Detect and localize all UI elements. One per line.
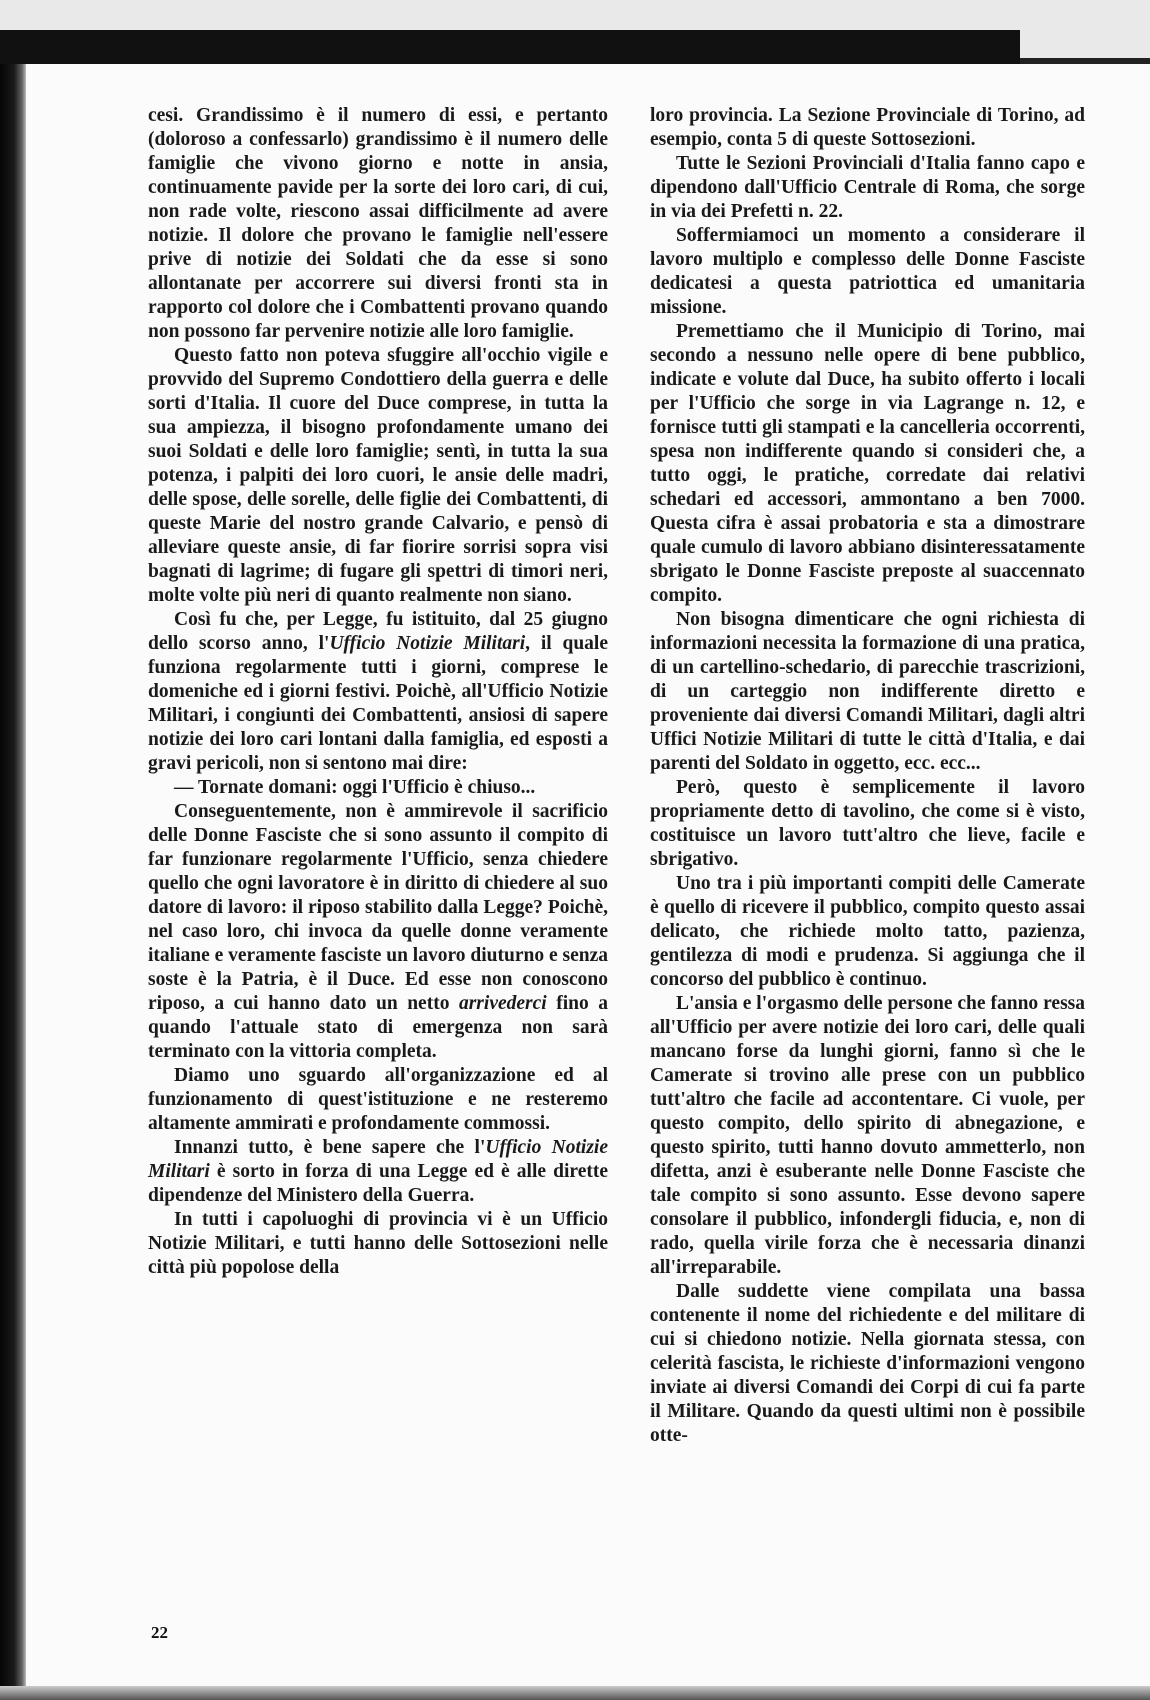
paragraph: Dalle suddette viene compilata una bassa contenente il nome del richiedente e del militare di cui si chiedono notizie. Nella giornata stessa, con celerità fascista, le richieste d'informazioni vengono inviate ai diversi Comandi dei Corpi di cui fa parte il Militare. Quando da questi ultimi non è possibile otte- bbox=[650, 1281, 1085, 1446]
paragraph: Conseguentemente, non è ammirevole il sacrificio delle Donne Fasciste che si sono assunto il compito di far funzionare regolarmente l'Ufficio, senza chiedere quello che ogni lavoratore è in diritto di chiedere al suo datore di lavoro: il riposo stabilito dalla Legge? Poichè, nel caso loro, chi invoca da quelle donne veramente italiane e veramente fasciste un lavoro diuturno e senza soste è la Patria, è il Duce. Ed esse non conoscono riposo, a cui hanno dato un netto arrivederci fino a quando l'attuale stato di emergenza non sarà terminato con la vittoria completa. bbox=[148, 801, 609, 1062]
arrivederci-italic: arrivederci bbox=[458, 993, 547, 1014]
binding-shadow-top bbox=[0, 30, 1020, 64]
office-name-italic: Ufficio Notizie Militari bbox=[329, 633, 526, 654]
paragraph: cesi. Grandissimo è il numero di essi, e pertanto (doloroso a confessarlo) grandissimo è il numero delle famiglie che vivono giorno e notte in ansia, continuamente pavide per la sorte dei loro cari, di cui, non rade volte, riescono assai difficilmente ad avere notizie. Il dolore che provano le famiglie nell'essere prive di notizie dei Soldati che da esse si sono allontanate per accorrere sui diversi fronti sta in rapporto col dolore che i Combattenti provano quando non possono far pervenire notizie alle loro famiglie. bbox=[148, 105, 608, 342]
paragraph: Però, questo è semplicemente il lavoro propriamente detto di tavolino, che come si è visto, costituisce un lavoro tutt'altro che lieve, facile e sbrigativo. bbox=[650, 777, 1085, 870]
paragraph: Tutte le Sezioni Provinciali d'Italia fanno capo e dipendono dall'Ufficio Centrale di Roma, che sorge in via dei Prefetti n. 22. bbox=[650, 153, 1085, 222]
right-text-column bbox=[650, 104, 1085, 1448]
paragraph: Innanzi tutto, è bene sapere che l'Ufficio Notizie Militari è sorto in forza di una Legge ed è alle dirette dipendenze del Ministero della Guerra. bbox=[148, 1137, 608, 1206]
page-number: 22 bbox=[151, 1623, 168, 1642]
page-bottom-edge bbox=[0, 1686, 1150, 1700]
paragraph: Non bisogna dimenticare che ogni richiesta di informazioni necessita la formazione di una pratica, di un cartellino-schedario, di parecchie trascrizioni, di un carteggio non indifferente diretto e proveniente dai diversi Comandi Militari, dagli altri Uffici Notizie Militari di tutte le città d'Italia, e dai parenti del Soldato in oggetto, ecc. ecc... bbox=[650, 609, 1085, 774]
paragraph: Premettiamo che il Municipio di Torino, mai secondo a nessuno nelle opere di bene pubblico, indicate e volute dal Duce, ha subito offerto i locali per l'Ufficio che sorge in via Lagrange n. 12, e fornisce tutti gli stampati e la cancelleria occorrenti, spesa non indifferente quando si consideri che, a tutto oggi, le pratiche, corredate dai relativi schedari ed accessori, ammontano a ben 7000. Questa cifra è assai probatoria e sta a dimostrare quale cumulo di lavoro abbiano disinteressatamente sbrigato le Donne Fasciste preposte al suaccennato compito. bbox=[650, 321, 1085, 606]
paragraph: Così fu che, per Legge, fu istituito, dal 25 giugno dello scorso anno, l'Ufficio Notizie Militari, il quale funziona regolarmente tutti i giorni, comprese le domeniche ed i giorni festivi. Poichè, all'Ufficio Notizie Militari, i congiunti dei Combattenti, ansiosi di sapere notizie dei loro cari lontani dalla famiglia, ed esposti a gravi pericoli, non si sentono mai dire: bbox=[148, 609, 608, 774]
left-text-column bbox=[148, 104, 608, 1280]
paragraph: In tutti i capoluoghi di provincia vi è un Ufficio Notizie Militari, e tutti hanno delle Sottosezioni nelle città più popolose della bbox=[148, 1209, 608, 1278]
paragraph: Questo fatto non poteva sfuggire all'occhio vigile e provvido del Supremo Condottiero della guerra e delle sorti d'Italia. Il cuore del Duce comprese, in tutta la sua ampiezza, il bisogno profondamente umano dei suoi Soldati e delle loro famiglie; sentì, in tutta la sua potenza, i palpiti dei loro cuori, le ansie delle madri, delle spose, delle sorelle, delle figlie dei Combattenti, di queste Marie del nostro grande Calvario, e pensò di alleviare queste ansie, di far fiorire sorrisi sopra visi bagnati di lagrime; di fugare gli spettri di timori neri, molte volte più neri di quanto realmente non siano. bbox=[148, 345, 608, 606]
binding-spine-shadow bbox=[0, 64, 26, 1700]
office-name-italic: Ufficio Notizie Militari bbox=[148, 1137, 608, 1182]
paragraph: loro provincia. La Sezione Provinciale di Torino, ad esempio, conta 5 di queste Sottosezioni. bbox=[650, 105, 1085, 150]
paragraph: Uno tra i più importanti compiti delle Camerate è quello di ricevere il pubblico, compito questo assai delicato, che richiede molto tatto, pazienza, gentilezza di modi e prudenza. Si aggiunga che il concorso del pubblico è continuo. bbox=[650, 873, 1085, 990]
paragraph: Soffermiamoci un momento a considerare il lavoro multiplo e complesso delle Donne Fasciste dedicatesi a questa patriottica ed umanitaria missione. bbox=[650, 225, 1085, 318]
quoted-dialogue: — Tornate domani: oggi l'Ufficio è chiuso... bbox=[174, 777, 536, 798]
paragraph: Diamo uno sguardo all'organizzazione ed al funzionamento di quest'istituzione e ne resteremo altamente ammirati e profondamente commossi. bbox=[148, 1065, 608, 1134]
paragraph: L'ansia e l'orgasmo delle persone che fanno ressa all'Ufficio per avere notizie dei loro cari, delle quali mancano forse da lunghi giorni, fanno sì che le Camerate si trovino alle prese con un pubblico tutt'altro che facile ad accontentare. Ci vuole, per questo compito, dello spirito di abnegazione, e questo spirito, tutti hanno dovuto ammetterlo, non difetta, anzi è esuberante nelle Donne Fasciste che tale compito si sono assunto. Esse devono sapere consolare il pubblico, infondergli fiducia, e, non di rado, quella virile forza che è necessaria dinanzi all'irreparabile. bbox=[650, 993, 1085, 1278]
